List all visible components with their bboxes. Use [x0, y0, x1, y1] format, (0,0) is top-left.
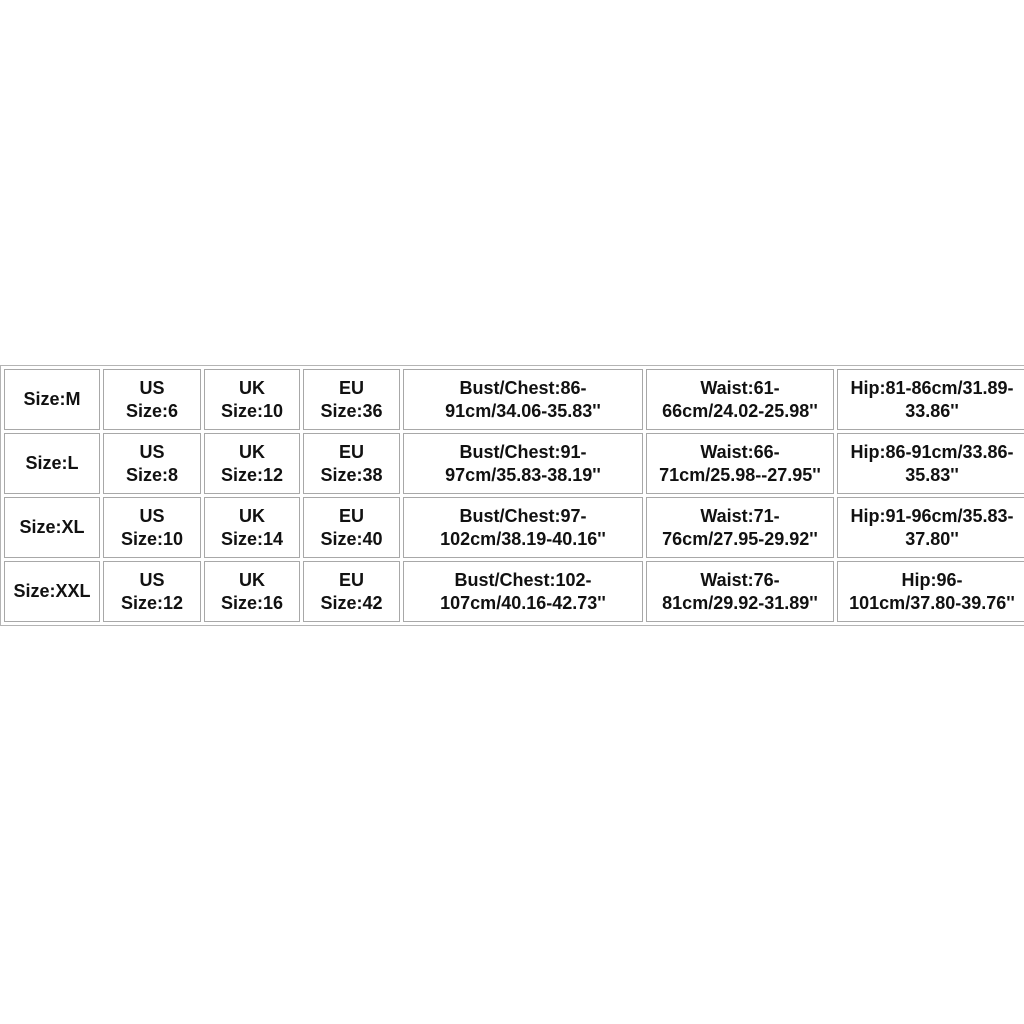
table-row: [4, 433, 1024, 494]
bust-cell: Bust/Chest:102- 107cm/40.16-42.73'': [403, 561, 643, 622]
us-size-cell: US Size:12: [103, 561, 201, 622]
table-row: [4, 369, 1024, 430]
hip-cell: Hip:81-86cm/31.89- 33.86'': [837, 369, 1024, 430]
size-chart-table: [0, 365, 1024, 626]
uk-size-cell: UK Size:16: [204, 561, 300, 622]
waist-cell: Waist:76- 81cm/29.92-31.89'': [646, 561, 834, 622]
hip-cell: Hip:86-91cm/33.86- 35.83'': [837, 433, 1024, 494]
eu-size-cell: EU Size:42: [303, 561, 400, 622]
hip-cell: Hip:96- 101cm/37.80-39.76'': [837, 561, 1024, 622]
us-size-cell: US Size:6: [103, 369, 201, 430]
waist-cell: Waist:66- 71cm/25.98--27.95'': [646, 433, 834, 494]
size-cell: Size:XL: [4, 497, 100, 558]
eu-size-cell: EU Size:40: [303, 497, 400, 558]
eu-size-cell: EU Size:36: [303, 369, 400, 430]
size-cell: Size:M: [4, 369, 100, 430]
bust-cell: Bust/Chest:91- 97cm/35.83-38.19'': [403, 433, 643, 494]
uk-size-cell: UK Size:14: [204, 497, 300, 558]
bust-cell: Bust/Chest:97- 102cm/38.19-40.16'': [403, 497, 643, 558]
us-size-cell: US Size:10: [103, 497, 201, 558]
uk-size-cell: UK Size:10: [204, 369, 300, 430]
us-size-cell: US Size:8: [103, 433, 201, 494]
waist-cell: Waist:71- 76cm/27.95-29.92'': [646, 497, 834, 558]
size-cell: Size:XXL: [4, 561, 100, 622]
waist-cell: Waist:61- 66cm/24.02-25.98'': [646, 369, 834, 430]
uk-size-cell: UK Size:12: [204, 433, 300, 494]
bust-cell: Bust/Chest:86- 91cm/34.06-35.83'': [403, 369, 643, 430]
table-row: [4, 561, 1024, 622]
table-row: [4, 497, 1024, 558]
eu-size-cell: EU Size:38: [303, 433, 400, 494]
hip-cell: Hip:91-96cm/35.83- 37.80'': [837, 497, 1024, 558]
size-cell: Size:L: [4, 433, 100, 494]
